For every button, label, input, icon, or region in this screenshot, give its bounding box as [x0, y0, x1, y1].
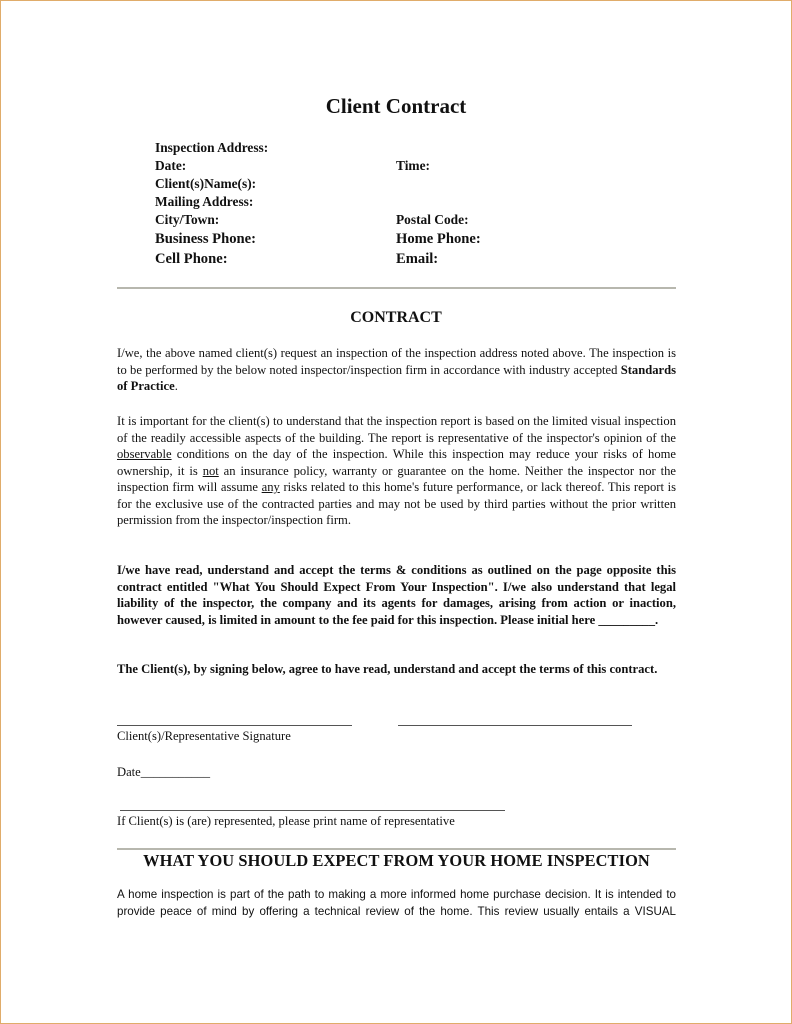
- para2-part-b: conditions on the day of the inspection. While this inspection may reduce your risks of home ownership, it is: [117, 447, 676, 478]
- underlined-observable: observable: [117, 447, 172, 461]
- field-home-phone: Home Phone:: [396, 231, 481, 247]
- signature-label: Client(s)/Representative Signature: [117, 729, 291, 743]
- field-date: Date:: [155, 158, 187, 173]
- divider-rule: [117, 287, 676, 289]
- para2-part-c: an insurance policy, warranty or guarantee on the home. Neither the inspector nor the inspection firm will assume: [117, 463, 676, 494]
- para2-part-a: It is important for the client(s) to understand that the inspection report is based on the limited visual inspection of the readily accessible aspects of the building. The report is representative of the inspector's opinion of the: [117, 414, 676, 445]
- contract-paragraph-2: [117, 413, 676, 529]
- field-client-names: Client(s)Name(s):: [155, 176, 257, 191]
- divider-rule-2: [117, 848, 676, 850]
- field-cell-phone: Cell Phone:: [155, 251, 228, 267]
- field-city-town: City/Town:: [155, 212, 220, 227]
- underlined-not: not: [202, 463, 219, 478]
- standards-of-practice: Standards of Practice: [117, 362, 676, 393]
- field-business-phone: Business Phone:: [155, 231, 256, 247]
- para1-text: I/we, the above named client(s) request an inspection of the inspection address noted above. The inspection is to be performed by the below noted inspector/inspection firm in accordance with industry accepted: [117, 346, 676, 377]
- contract-paragraph-3: I/we have read, understand and accept the terms & conditions as outlined on the page opposite this contract entitled "What You Should Expect From Your Inspection". I/we also understand that legal liability of the inspector, the company and its agents for damages, arising from action or inaction, however caused, is limited in amount to the fee paid for this inspection. Please initial here _________.: [117, 563, 676, 627]
- document-title: Client Contract: [325, 94, 467, 118]
- para1-end: .: [174, 379, 178, 393]
- field-email: Email:: [396, 251, 439, 267]
- underlined-any: any: [261, 480, 280, 494]
- representative-label: If Client(s) is (are) represented, please print name of representative: [117, 814, 455, 828]
- contract-paragraph-4: The Client(s), by signing below, agree to have read, understand and accept the terms of this contract.: [117, 662, 658, 676]
- expect-paragraph: A home inspection is part of the path to making a more informed home purchase decision. It is intended to provide peace of mind by offering a technical review of the home. This review usually entails a VISUAL: [117, 888, 676, 918]
- client-signature-line[interactable]: [117, 725, 352, 726]
- representative-name-line[interactable]: [120, 810, 505, 811]
- contract-paragraph-1: [117, 345, 676, 395]
- field-time: Time:: [396, 158, 430, 173]
- field-mailing-address: Mailing Address:: [155, 194, 254, 209]
- field-postal-code: Postal Code:: [396, 212, 469, 227]
- date-label: Date___________: [117, 765, 211, 779]
- second-signature-line[interactable]: [398, 725, 632, 726]
- contract-heading: CONTRACT: [350, 309, 442, 326]
- para2-part-d: risks related to this home's future performance, or lack thereof. This report is for the exclusive use of the contracted parties and may not be used by third parties without the prior written permission from the inspector/inspection firm.: [117, 480, 676, 527]
- expect-heading: WHAT YOU SHOULD EXPECT FROM YOUR HOME INSPECTION: [143, 851, 650, 870]
- field-inspection-address: Inspection Address:: [155, 140, 269, 155]
